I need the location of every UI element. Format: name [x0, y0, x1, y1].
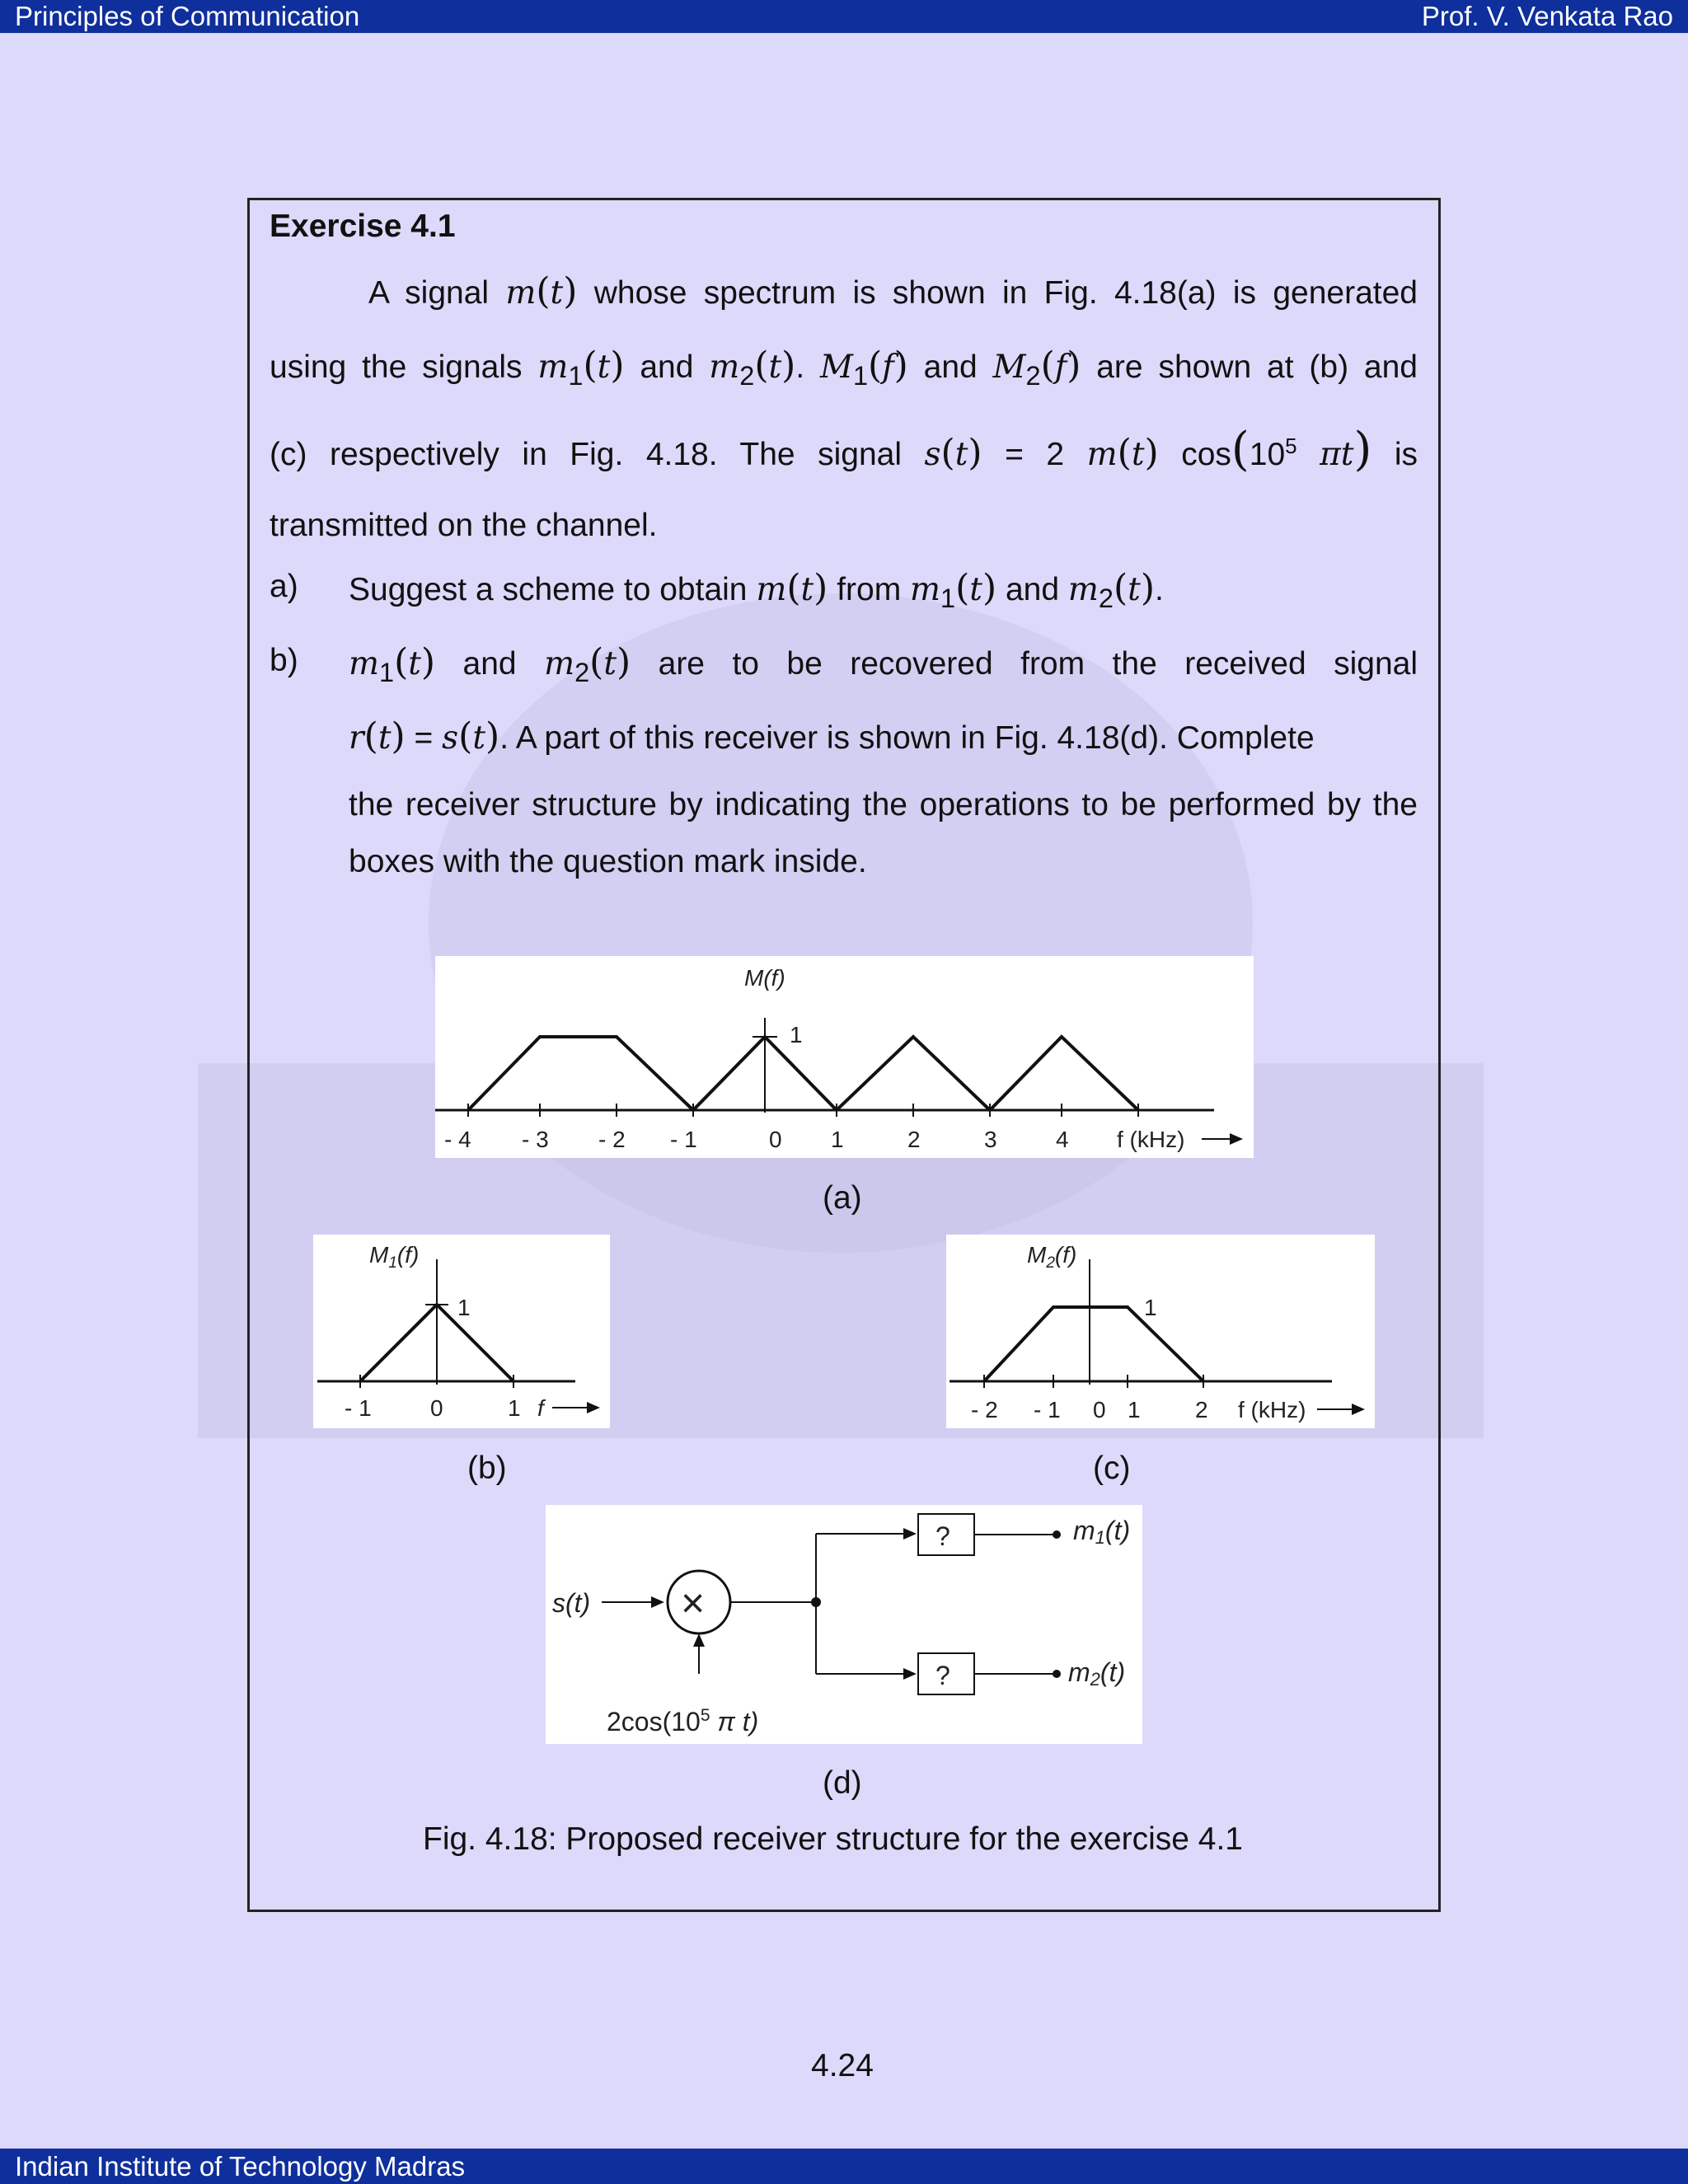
- fig-b-arrow-head: [587, 1402, 600, 1413]
- math-transmitted-signal: s(t) = 2 m(t) $\cos(10^5$ πt): [924, 423, 1372, 476]
- fig-a-arrow-head: [1230, 1133, 1243, 1145]
- text-fragment: using the signals: [270, 349, 523, 385]
- fig-a-tick-label: 0: [769, 1127, 782, 1152]
- math-m1-t: $m_1(t)$: [537, 344, 625, 391]
- fig-b-tick-label: 1: [508, 1395, 521, 1421]
- math-m1-t: $m_1(t)$: [349, 641, 436, 687]
- fig-b-peak-label: 1: [457, 1295, 471, 1320]
- fig-c-tick-label: - 1: [1034, 1397, 1061, 1422]
- figure-caption: Fig. 4.18: Proposed receiver structure for the exercise 4.1: [423, 1821, 1243, 1857]
- header-course-title: Principles of Communication: [15, 1, 360, 31]
- carrier-label: $2\cos(10^5$ π t): [607, 1706, 759, 1736]
- carrier-arrow-head: [693, 1633, 705, 1647]
- figure-a-spectrum-M: [435, 956, 1254, 1158]
- math-m2-t: $m_2(t)$.: [709, 344, 805, 391]
- text-fragment: and: [462, 646, 517, 682]
- text-fragment: whose spectrum is shown in Fig. 4.18(a) is generated: [593, 275, 1418, 311]
- fig-b-xlabel: f: [537, 1395, 544, 1421]
- text-fragment: from: [837, 572, 902, 607]
- math-received-signal: r(t) = s(t): [349, 715, 500, 757]
- fig-a-tick-label: 1: [831, 1127, 844, 1152]
- math-m-t: m(t): [756, 567, 828, 609]
- text-fragment: Suggest a scheme to obtain: [349, 572, 748, 607]
- fig-c-tick-label: 2: [1195, 1397, 1208, 1422]
- fig-a-tick-label: - 2: [598, 1127, 626, 1152]
- output-dot-1: [1053, 1530, 1061, 1539]
- box-bottom-label: ?: [935, 1661, 950, 1690]
- fig-c-arrow-head: [1352, 1404, 1365, 1415]
- item-b-line-3: the receiver structure by indicating the operations to be performed by the: [349, 787, 1418, 823]
- math-M2-f: $M_2(f)$: [992, 344, 1081, 391]
- exercise-line-3: [270, 423, 1418, 476]
- input-label: s(t): [552, 1588, 591, 1618]
- exercise-line-2: [270, 344, 1418, 391]
- output-dot-2: [1053, 1670, 1061, 1678]
- fig-a-tick-label: - 1: [670, 1127, 697, 1152]
- math-m2-t: $m_2(t)$: [544, 641, 631, 687]
- text-fragment: and: [923, 349, 978, 385]
- figure-c-caption: (c): [1093, 1451, 1131, 1486]
- text-fragment: are to be recovered from the received signal: [658, 646, 1418, 682]
- text-fragment: (c) respectively in Fig. 4.18. The signal: [270, 437, 902, 472]
- fig-c-xlabel: f (kHz): [1238, 1397, 1306, 1422]
- fig-c-tick-label: 1: [1128, 1397, 1141, 1422]
- math-M1-f: $M_1(f)$: [820, 344, 908, 391]
- exercise-title: Exercise 4.1: [270, 209, 456, 244]
- box-top-label: ?: [935, 1521, 950, 1551]
- text-fragment: is: [1394, 437, 1418, 472]
- fig-c-spectrum-curve: [984, 1307, 1203, 1381]
- figure-a-caption: (a): [823, 1180, 862, 1216]
- output-label-1: m1(t): [1073, 1516, 1131, 1548]
- upper-arrow-head: [903, 1528, 917, 1540]
- math-m1-t: $m_1(t)$: [910, 567, 997, 613]
- fig-b-ylabel: $M_1(f)$: [369, 1242, 420, 1272]
- fig-a-tick-label: 3: [984, 1127, 997, 1152]
- fig-c-tick-label: 0: [1093, 1397, 1106, 1422]
- fig-c-peak-label: 1: [1144, 1295, 1157, 1320]
- fig-a-xlabel: f (kHz): [1117, 1127, 1185, 1152]
- item-b-line-2: [349, 715, 1418, 757]
- text-fragment: . A part of this receiver is shown in Fig. 4.18(d). Complete: [499, 720, 1315, 756]
- footer-institute: Indian Institute of Technology Madras: [15, 2151, 466, 2182]
- math-m-t: m(t): [505, 270, 578, 312]
- page-header: [0, 0, 1688, 33]
- fig-a-tick-label: 2: [907, 1127, 921, 1152]
- fig-a-ylabel: M(f): [744, 965, 785, 991]
- fig-a-tick-label: - 4: [444, 1127, 471, 1152]
- item-a-label: a): [270, 569, 298, 604]
- multiplier-symbol: ×: [681, 1580, 706, 1626]
- fig-c-tick-label: - 2: [971, 1397, 998, 1422]
- math-m2-t: $m_2(t)$.: [1067, 567, 1164, 613]
- output-label-2: m2(t): [1068, 1657, 1126, 1690]
- exercise-line-4: transmitted on the channel.: [270, 508, 658, 543]
- fig-b-tick-label: - 1: [345, 1395, 372, 1421]
- fig-a-tick-label: 4: [1056, 1127, 1069, 1152]
- text-fragment: A signal: [368, 275, 490, 311]
- item-a-text: [349, 567, 1164, 613]
- page-footer: [0, 2149, 1688, 2184]
- fig-a-peak-label: 1: [790, 1022, 803, 1047]
- figure-b-caption: (b): [467, 1451, 507, 1486]
- fig-b-tick-label: 0: [430, 1395, 443, 1421]
- fig-a-tick-label: - 3: [522, 1127, 549, 1152]
- figure-b-spectrum-M1: [313, 1235, 610, 1428]
- lower-arrow-head: [903, 1668, 917, 1680]
- item-b-line-1: [349, 641, 1418, 687]
- text-fragment: are shown at (b) and: [1096, 349, 1418, 385]
- figure-d-caption: (d): [823, 1765, 862, 1801]
- junction-dot: [811, 1597, 821, 1607]
- item-b-label: b): [270, 643, 298, 678]
- exercise-line-1: [368, 270, 1418, 312]
- text-fragment: and: [640, 349, 694, 385]
- item-b-line-4: boxes with the question mark inside.: [349, 844, 867, 879]
- text-fragment: and: [1005, 572, 1060, 607]
- fig-a-spectrum-curve: [468, 1037, 1138, 1110]
- page-number: 4.24: [811, 2048, 874, 2083]
- input-arrow-head: [651, 1596, 664, 1608]
- figure-d-receiver-diagram: [546, 1505, 1142, 1744]
- fig-c-ylabel: $M_2(f)$: [1027, 1242, 1077, 1272]
- figure-c-spectrum-M2: [946, 1235, 1375, 1428]
- header-author: Prof. V. Venkata Rao: [1421, 1, 1673, 31]
